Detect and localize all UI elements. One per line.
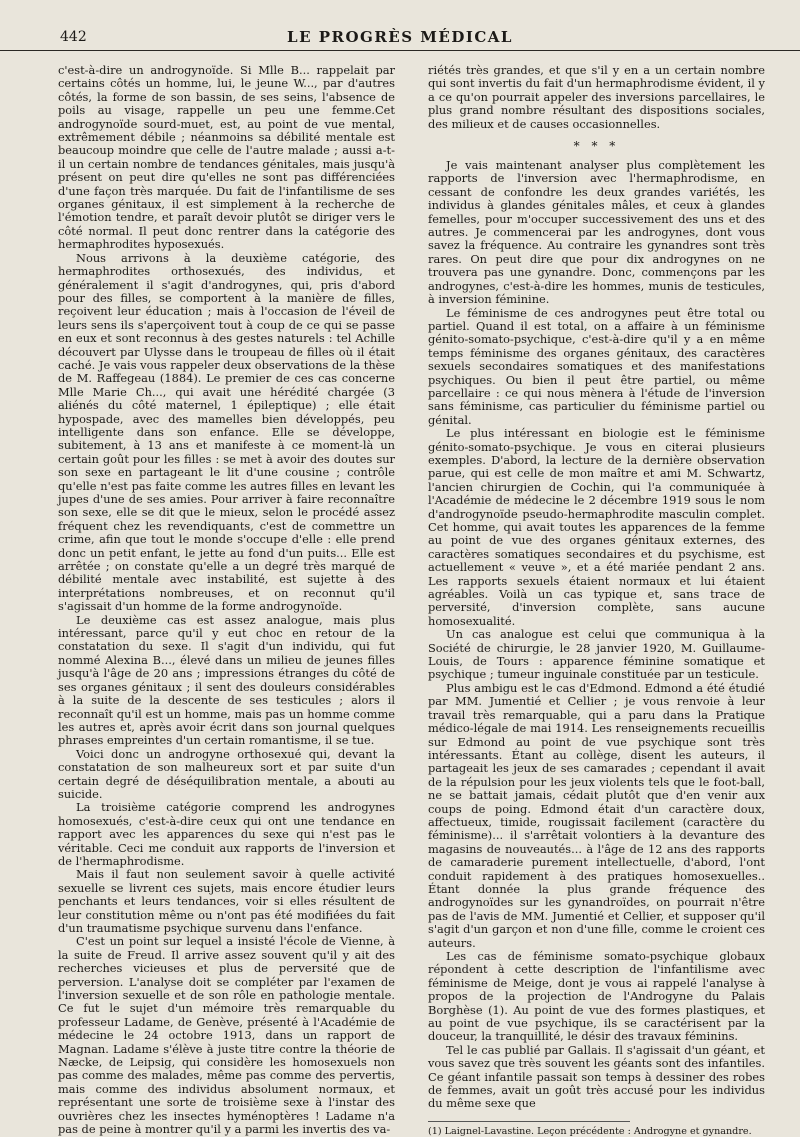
left-column xyxy=(58,64,395,1137)
running-title: LE PROGRÈS MÉDICAL xyxy=(287,28,513,46)
paragraph: Nous arrivons à la deuxième catégorie, des hermaphrodites orthosexués, des individus, et généralement il s'agit d'androgynes, qui, pris d'abord pour des filles, se comportent à la manière de filles, reçoivent leur éducation ; mais à l'occasion de l'éveil de leurs sens ils s'aperçoivent tout à coup de ce qui se passe en eux et sont reconnus à des gestes naturels : tel Achille découvert par Ulysse dans le troupeau de filles où il était caché. Je vais vous rappeler deux observations de la thèse de M. Raffegeau (1884). Le premier de ces cas concerne Mlle Marie Ch..., qui avait une hérédité chargée (3 aliénés du côté maternel, 1 épileptique) ; elle était hypospade, avec des mamelles bien développés, peu intelligente dans son enfance. Elle se développe, subitement, à 13 ans et manifeste à ce moment-là un certain goût pour les filles : se met à avoir des doutes sur son sexe en partageant le lit d'une cousine ; contrôle qu'elle n'est pas faite comme les autres filles en levant les jupes d'une de ses amies. Pour arriver à faire reconnaître son sexe, elle se dit que le mieux, selon le procédé assez fréquent chez les revendiquants, c'est de commettre un crime, afin que tout le monde s'occupe d'elle : elle prend donc un petit enfant, le jette au fond d'un puits... Elle est arrêtée ; on constate qu'elle a un degré très marqué de débilité mentale avec instabilité, est sujette à des interprétations nombreuses, et on reconnut qu'il s'agissait d'un homme de la forme androgynoïde. xyxy=(58,250,395,614)
paragraph: Le féminisme de ces androgynes peut être total ou partiel. Quand il est total, on a affaire à un féminisme génito-somato-psychique, c'est-à-dire qu'il y a en même temps féminisme des organes génitaux, des caractères sexuels secondaires somatiques et des manifestations psychiques. Ou bien il peut être partiel, ou même parcellaire : ce qui nous mènera à l'étude de l'inversion sans féminisme, cas particulier du féminisme partiel ou génital. xyxy=(428,305,765,427)
paragraph: Les cas de féminisme somato-psychique globaux répondent à cette description de l'infantilisme avec féminisme de Meige, dont je vous ai rappelé l'analyse à propos de la projection de l'Androgyne du Palais Borghèse (1). Au point de vue des formes plastiques, et au point de vue psychique, ils se caractérisent par la douceur, la tranquillité, le désir des travaux féminins. xyxy=(428,949,765,1044)
paragraph: Je vais maintenant analyser plus complètement les rapports de l'inversion avec l'hermaphrodisme, en cessant de confondre les deux grandes variétés, les individus à glandes génitales mâles, et ceux à glandes femelles, pour m'occuper successivement des uns et des autres. Je commencerai par les androgynes, dont vous savez la fréquence. Au contraire les gynandres sont très rares. On peut dire que pour dix androgynes on ne trouvera pas une gynandre. Donc, commençons par les androgynes, c'est-à-dire les hommes, munis de testicules, à inversion féminine. xyxy=(428,158,765,307)
paragraph: Un cas analogue est celui que communiqua à la Société de chirurgie, le 28 janvier 1920, M. Guillaume-Louis, de Tours : apparence féminine somatique et psychique ; tumeur inguinale constituée par un testicule. xyxy=(428,627,765,682)
section-separator: * * * xyxy=(573,139,620,154)
right-column xyxy=(428,64,765,1137)
paragraph: riétés très grandes, et que s'il y en a un certain nombre qui sont invertis du fait d'un hermaphrodisme évident, il y a ce qu'on pourrait appeler des inversions parcellaires, le plus grand nombre résultant des dispositions sociales, des milieux et de causes occasionnelles. xyxy=(428,63,765,131)
paragraph: Le plus intéressant en biologie est le féminisme génito-somato-psychique. Je vous en citerai plusieurs exemples. D'abord, la lecture de la dernière observation parue, qui est celle de mon maître et ami M. Schwartz, l'ancien chirurgien de Cochin, qui l'a communiquée à l'Académie de médecine le 2 décembre 1919 sous le nom d'androgynoïde pseudo-hermaphrodite masculin complet. Cet homme, qui avait toutes les apparences de la femme au point de vue des organes génitaux externes, des caractères somatiques secondaires et du psychisme, est actuellement « veuve », et a été mariée pendant 2 ans. Les rapports sexuels étaient normaux et lui étaient agréables. Voilà un cas typique et, sans trace de perversité, d'inversion complète, sans aucune homosexualité. xyxy=(428,426,765,628)
paragraph: Mais il faut non seulement savoir à quelle activité sexuelle se livrent ces sujets, mais encore étudier leurs penchants et leurs tendances, voir si elles résultent de leur constitution même ou n'ont pas été modifiées du fait d'un traumatisme psychique survenu dans l'enfance. xyxy=(58,867,395,935)
page-header xyxy=(0,26,800,51)
paragraph: c'est-à-dire un androgynoïde. Si Mlle B... rappelait par certains côtés un homme, lui, le jeune W..., par d'autres côtés, la forme de son bassin, de ses seins, l'absence de poils au visage, rappelle un peu une femme.Cet androgynoïde sourd-muet, est, au point de vue mental, extrêmement débile ; néanmoins sa débilité mentale est beaucoup moindre que celle de l'autre malade ; aussi a-t-il un certain nombre de tendances génitales, mais jusqu'à présent on peut dire qu'elles ne sont pas différenciées d'une façon très marquée. Du fait de l'infantilisme de ses organes génitaux, il est simplement à la recherche de l'émotion tendre, et paraît devoir plutôt se diriger vers le côté normal. Il peut donc rentrer dans la catégorie des hermaphrodites hyposexués. xyxy=(58,63,395,252)
paragraph: Le deuxième cas est assez analogue, mais plus intéressant, parce qu'il y eut choc en retour de la constatation du sexe. Il s'agit d'un individu, qui fut nommé Alexina B..., élevé dans un milieu de jeunes filles jusqu'à l'âge de 20 ans ; impressions étranges du côté de ses organes génitaux ; il sent des douleurs considérables à la suite de la descente de ses testicules ; alors il reconnaît qu'il est un homme, mais pas un homme comme les autres et, après avoir écrit dans son journal quelques phrases empreintes d'un certain romantisme, il se tue. xyxy=(58,612,395,748)
paragraph: La troisième catégorie comprend les androgynes homosexués, c'est-à-dire ceux qui ont une tendance en rapport avec les apparences du sexe qui n'est pas le véritable. Ceci me conduit aux rapports de l'inversion et de l'hermaphrodisme. xyxy=(58,800,395,868)
footnote: (1) Laignel-Lavastine. Leçon précédente : Androgyne et gynandre. xyxy=(428,1125,752,1137)
paragraph: Tel le cas publié par Gallais. Il s'agissait d'un géant, et vous savez que très souvent les géants sont des infantiles. Ce géant infantile passait son temps à dessiner des robes de femmes, avait un goût très accusé pour les individus du même sexe que xyxy=(428,1042,765,1111)
paragraph: C'est un point sur lequel a insisté l'école de Vienne, à la suite de Freud. Il arrive assez souvent qu'il y ait des recherches vicieuses et plus de perversité que de perversion. L'analyse doit se compléter par l'examen de l'inversion sexuelle et de son rôle en pathologie mentale. Ce fut le sujet d'un mémoire très remarquable du professeur Ladame, de Genève, présenté à l'Académie de médecine le 24 octobre 1913, dans un rapport de Magnan. Ladame s'élève à juste titre contre la théorie de Næcke, de Leipsig, qui considère les homosexuels non pas comme des malades, même pas comme des pervertis, mais comme des individus absolument normaux, et représentant une sorte de troisième sexe à l'instar des ouvrières chez les insectes hyménoptères ! Ladame n'a pas de peine à montrer qu'il y a parmi les invertis des va- xyxy=(58,934,395,1137)
page-number: 442 xyxy=(60,29,87,45)
paragraph: Voici donc un androgyne orthosexué qui, devant la constatation de son malheureux sort et par suite d'un certain degré de déséquilibration mentale, a abouti au suicide. xyxy=(58,746,395,801)
paragraph: Plus ambigu est le cas d'Edmond. Edmond a été étudié par MM. Jumentié et Cellier ; je vous renvoie à leur travail très remarquable, qui a paru dans la Pratique médico-légale de mai 1914. Les renseignements recueillis sur Edmond au point de vue psychique sont très intéressants. Étant au collège, disent les auteurs, il partageait les jeux de ses camarades ; cependant il avait de la répulsion pour les jeux violents tels que le foot-ball, ne se battait jamais, cédait plutôt que d'en venir aux coups de poing. Edmond était d'un caractère doux, affectueux, timide, rougissait facilement (caractère du féminisme)... il s'arrêtait volontiers à la devanture des magasins de nouveautés... à l'âge de 12 ans des rapports de camaraderie purement intellectuelle, d'abord, l'ont conduit rapidement à des pratiques homosexuelles.. Étant donnée la plus grande fréquence des androgynoïdes sur les gynandroïdes, on pourrait n'être pas de l'avis de MM. Jumentié et Cellier, et supposer qu'il s'agit d'un garçon et non d'une fille, comme le croient ces auteurs. xyxy=(428,680,765,950)
